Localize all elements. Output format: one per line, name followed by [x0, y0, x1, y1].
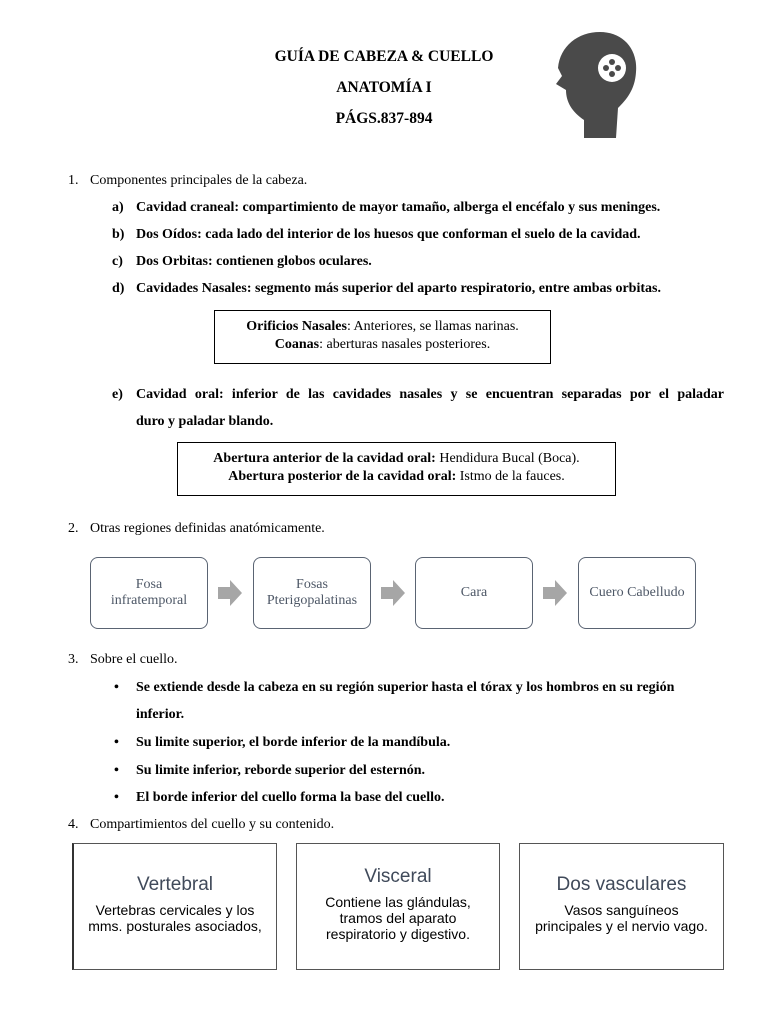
list-item [112, 254, 732, 272]
item-letter: d) [112, 281, 125, 296]
title-line-1: GUÍA DE CABEZA & CUELLO [274, 48, 494, 65]
section-number: 3. [68, 652, 79, 667]
compartment-title: Visceral [364, 866, 432, 887]
item-text: Cavidad oral: inferior de las cavidades nasales y se encuentran separadas por el paladar [136, 387, 724, 402]
box-definition: : aberturas nasales posteriores. [319, 337, 491, 352]
compartment-description: Vertebras cervicales y los [95, 902, 255, 918]
bullet-text: Su limite inferior, reborde superior del esternón. [136, 763, 426, 778]
list-item [112, 387, 724, 433]
compartment-dos-vasculares [519, 843, 724, 970]
bullet-item [114, 763, 734, 781]
box-term: Orificios Nasales [246, 319, 347, 334]
head-gamepad-icon [550, 28, 640, 140]
bullet-item [114, 680, 734, 726]
item-text-continued: duro y paladar blando. [136, 414, 274, 429]
box-term: Coanas [274, 337, 320, 352]
compartment-title: Vertebral [136, 874, 214, 895]
item-letter: b) [112, 227, 125, 242]
compartment-description: mms. posturales asociados, [88, 918, 262, 934]
flow-label: Fosa [135, 577, 163, 592]
bullet-text: Se extiende desde la cabeza en su región superior hasta el tórax y los hombros en su región [136, 680, 675, 695]
bullet-icon: • [114, 790, 119, 805]
compartment-vertebral [72, 843, 277, 970]
section-title: Componentes principales de la cabeza. [90, 173, 308, 188]
item-text: Cavidad craneal: compartimiento de mayor tamaño, alberga el encéfalo y sus meninges. [136, 200, 661, 215]
compartment-description: tramos del aparato [339, 910, 457, 926]
item-text: Dos Oídos: cada lado del interior de los huesos que conforman el suelo de la cavidad. [136, 227, 641, 242]
box-term: Abertura anterior de la cavidad oral: [213, 451, 436, 466]
compartment-visceral [296, 843, 500, 970]
oral-cavity-box [177, 442, 616, 496]
flow-box-fosa-infratemporal [90, 557, 208, 629]
box-term: Abertura posterior de la cavidad oral: [228, 469, 457, 484]
box-definition: Istmo de la fauces. [456, 469, 565, 484]
section-title: Otras regiones definidas anatómicamente. [90, 521, 325, 536]
flow-box-cuero-cabelludo [578, 557, 696, 629]
compartment-description: Vasos sanguíneos [564, 902, 679, 918]
arrow-right-icon [543, 580, 567, 606]
section-number: 1. [68, 173, 79, 188]
box-definition: : Anteriores, se llamas narinas. [346, 319, 519, 334]
arrow-right-icon [218, 580, 242, 606]
bullet-text: El borde inferior del cuello forma la base del cuello. [136, 790, 445, 805]
item-letter: c) [112, 254, 123, 269]
bullet-text: Su limite superior, el borde inferior de la mandíbula. [136, 735, 451, 750]
flow-label: Cara [460, 585, 488, 600]
bullet-text-continued: inferior. [136, 707, 185, 722]
list-item [112, 281, 732, 299]
title-line-2: ANATOMÍA I [336, 79, 432, 96]
list-item [112, 227, 732, 245]
flow-label: infratemporal [110, 593, 188, 608]
section-1-heading [68, 173, 748, 191]
box-definition: Hendidura Bucal (Boca). [435, 451, 580, 466]
compartment-description: Contiene las glándulas, [325, 894, 471, 910]
bullet-icon: • [114, 763, 119, 778]
title-line-3: PÁGS.837-894 [335, 110, 433, 127]
section-title: Sobre el cuello. [90, 652, 178, 667]
bullet-icon: • [114, 735, 119, 750]
list-item [112, 200, 732, 218]
compartment-description: principales y el nervio vago. [535, 918, 708, 934]
section-number: 4. [68, 817, 79, 832]
section-number: 2. [68, 521, 79, 536]
compartment-description: respiratorio y digestivo. [326, 926, 470, 942]
section-2-heading [68, 521, 748, 539]
item-text: Cavidades Nasales: segmento más superior del aparto respiratorio, entre ambas orbitas. [136, 281, 661, 296]
bullet-icon: • [114, 680, 119, 695]
section-title: Compartimientos del cuello y su contenido. [90, 817, 335, 832]
compartment-title: Dos vasculares [556, 874, 687, 895]
section-3-heading [68, 652, 748, 670]
arrow-right-icon [381, 580, 405, 606]
item-letter: a) [112, 200, 124, 215]
flow-box-fosas-pterigopalatinas [253, 557, 371, 629]
nasal-openings-box [214, 310, 551, 364]
bullet-item [114, 790, 734, 808]
item-text: Dos Orbitas: contienen globos oculares. [136, 254, 372, 269]
flow-label: Fosas [296, 577, 328, 592]
section-4-heading [68, 817, 748, 835]
item-letter: e) [112, 387, 123, 402]
flow-label: Pterigopalatinas [266, 593, 358, 608]
flow-box-cara [415, 557, 533, 629]
flow-label: Cuero Cabelludo [589, 585, 685, 600]
bullet-item [114, 735, 734, 753]
